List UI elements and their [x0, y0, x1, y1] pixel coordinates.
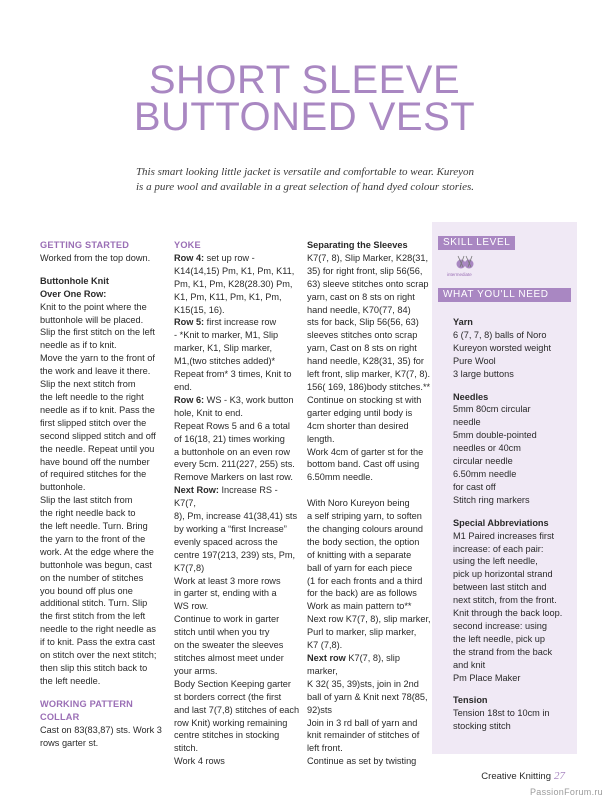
- buttonhole-subheading: Over One Row:: [40, 288, 107, 299]
- title-line-1: SHORT SLEEVE: [148, 58, 461, 102]
- text-line: the left needle to the right: [40, 391, 144, 402]
- text-line: the first stitch from the left: [40, 611, 146, 622]
- text-line: needles or 40cm: [453, 443, 521, 454]
- row6-first: WS - K3, work button: [204, 394, 294, 405]
- text-line: centre stitches in stocking: [174, 730, 280, 741]
- column-yoke: [174, 239, 302, 768]
- text-line: needle to the right needle as: [40, 624, 156, 635]
- text-line: your arms.: [174, 665, 218, 676]
- skill-caption: intermediate: [447, 272, 472, 277]
- text-line: ball of yarn & Knit next 78(85,: [307, 691, 428, 702]
- text-line: have bound off the number: [40, 456, 150, 467]
- getting-started-text: Worked from the top down.: [40, 252, 151, 263]
- yarn-details: [453, 329, 573, 381]
- next-row-instructions: [307, 678, 432, 768]
- text-line: the changing colours around: [307, 523, 423, 534]
- text-line: Work 4cm of garter st for the: [307, 446, 424, 457]
- text-line: needle: [453, 417, 481, 428]
- text-line: needle as if to knit. Pass the: [40, 404, 155, 415]
- intro-line: This smart looking little jacket is versatile and comfortable to wear. Kureyon: [135, 166, 475, 178]
- next-row-line: [174, 484, 302, 510]
- text-line: if to knit. Pass the extra cast: [40, 637, 155, 648]
- text-line: the yarn to the front of the: [40, 533, 146, 544]
- text-line: row Knit) working remaining: [174, 717, 288, 728]
- text-line: K7 (7,8).: [307, 640, 343, 651]
- text-line: on the number of stitches: [40, 572, 144, 583]
- text-line: K 32( 35, 39)sts, join in 2nd: [307, 678, 419, 689]
- text-line: Work at least 3 more rows: [174, 575, 281, 586]
- text-line: - *Knit to marker, M1, Slip: [174, 330, 279, 341]
- row5-line: [174, 316, 302, 329]
- text-line: Tension 18st to 10cm in: [453, 708, 550, 719]
- next-row-first: Increase RS - K7(7,: [174, 485, 278, 509]
- text-line: 6.50mm needle.: [307, 472, 373, 483]
- working-pattern-heading: WORKING PATTERN: [40, 698, 133, 709]
- yarn-heading: Yarn: [453, 317, 473, 327]
- yarn-skill-icon: [455, 255, 475, 269]
- text-line: for the back) are as follows: [307, 588, 417, 599]
- text-line: a buttonhole on an even row: [174, 446, 290, 457]
- text-line: Slip the first stitch on the left: [40, 327, 155, 338]
- text-line: the left needle.: [40, 675, 101, 686]
- abbreviations-heading: Special Abbreviations: [453, 517, 549, 528]
- text-line: 35) for right front, slip 56(56,: [307, 265, 423, 276]
- text-line: sts for back, Slip 56(56, 63): [307, 317, 419, 328]
- text-line: ball of yarn for each piece: [307, 562, 413, 573]
- next-row-line: [307, 652, 432, 678]
- text-line: Cast on 83(83,87) sts. Work 3: [40, 724, 162, 735]
- text-line: 6.50mm needle: [453, 468, 517, 479]
- text-line: 63) sleeve stitches onto scrap: [307, 278, 429, 289]
- row6-line: [174, 394, 302, 407]
- text-line: garter edging until body is: [307, 407, 413, 418]
- text-line: Body Section Keeping garter: [174, 678, 291, 689]
- text-line: centre 197(213, 239) sts, Pm,: [174, 549, 296, 560]
- text-line: using the left needle,: [453, 556, 538, 567]
- text-line: circular needle: [453, 456, 513, 467]
- text-line: marker, K1, Slip marker,: [174, 343, 273, 354]
- text-line: then slip this stitch back to: [40, 663, 148, 673]
- text-line: 156( 169, 186)body stitches.**: [307, 381, 431, 392]
- text-line: increase: of each pair:: [453, 543, 544, 554]
- text-line: bottom band. Cast off using: [307, 459, 420, 470]
- row6-instructions: [174, 407, 302, 484]
- text-line: M1 Paired increases first: [453, 530, 555, 541]
- tension-heading: Tension: [453, 695, 488, 706]
- text-line: on stitch over the next stitch;: [40, 650, 157, 661]
- abbreviations-details: [453, 530, 573, 685]
- text-line: next stitch, from the front.: [453, 595, 557, 606]
- text-line: first slipped stitch over the: [40, 417, 147, 428]
- text-line: buttonhole was begun, cast: [40, 559, 152, 570]
- skill-level-header: SKILL LEVEL: [438, 236, 515, 250]
- text-line: Stitch ring markers: [453, 494, 530, 505]
- next-row-label: Next Row:: [174, 485, 219, 496]
- materials-list: [453, 316, 573, 733]
- text-line: every 5cm. 211(227, 255) sts.: [174, 459, 295, 470]
- title-line-2: BUTTONED VEST: [133, 95, 476, 139]
- text-line: buttonhole.: [40, 482, 86, 493]
- text-line: Knit to the point where the: [40, 301, 147, 312]
- text-line: knit remainder of stitches of: [307, 730, 420, 741]
- next-row-first: K7(7, 8), slip marker,: [307, 652, 400, 676]
- text-line: yarn, cast on 8 sts on right: [307, 291, 415, 302]
- text-line: evenly spaced across the: [174, 536, 278, 547]
- text-line: Remove Markers on last row.: [174, 472, 293, 483]
- text-line: the right needle back to: [40, 508, 136, 519]
- text-line: 4cm shorter than desired: [307, 420, 409, 431]
- text-line: Slip the next stitch from: [40, 379, 136, 390]
- next-row-label: Next row: [307, 652, 346, 663]
- tension-details: [453, 707, 573, 733]
- text-line: of 16(18, 21) times working: [174, 433, 285, 444]
- text-line: of required stitches for the: [40, 469, 147, 480]
- text-line: on the sweater the sleeves: [174, 640, 284, 651]
- text-line: stitch until when you try: [174, 627, 270, 638]
- text-line: With Noro Kureyon being: [307, 498, 410, 509]
- row6-label: Row 6:: [174, 394, 205, 405]
- text-line: st borders correct (the first: [174, 691, 282, 702]
- intro-line: is a pure wool and available in a great selection of hand dyed colour stories.: [135, 181, 474, 193]
- buttonhole-heading: Buttonhole Knit: [40, 275, 109, 286]
- text-line: of knitting with a separate: [307, 549, 412, 560]
- next-row-instructions: [174, 510, 302, 768]
- text-line: second slipped stitch and off: [40, 430, 156, 441]
- text-line: pick up horizontal strand: [453, 569, 553, 580]
- text-line: Repeat from* 3 times, Knit to: [174, 369, 292, 380]
- text-line: needle as if to knit.: [40, 340, 117, 351]
- column-getting-started: [40, 239, 164, 749]
- text-line: Pm Place Maker: [453, 672, 521, 683]
- text-line: second increase: using: [453, 620, 547, 631]
- text-line: buttonhole will be placed.: [40, 314, 144, 325]
- text-line: and last 7(7,8) stitches of each: [174, 704, 300, 715]
- text-line: the left needle, pick up: [453, 633, 545, 644]
- noro-option-instructions: [307, 497, 432, 652]
- yoke-heading: YOKE: [174, 240, 201, 250]
- text-line: sleeves stitches onto scrap: [307, 330, 418, 341]
- text-line: the body section, the option: [307, 536, 420, 547]
- text-line: M1,(two stitches added)*: [174, 356, 276, 367]
- row5-instructions: [174, 329, 302, 394]
- text-line: Move the yarn to the front of: [40, 353, 155, 364]
- text-line: the strand from the back: [453, 646, 553, 657]
- text-line: Pure Wool: [453, 355, 496, 366]
- magazine-name: Creative Knitting: [481, 771, 551, 782]
- text-line: Kureyon worsted weight: [453, 342, 552, 353]
- text-line: between last stitch and: [453, 582, 547, 593]
- getting-started-heading: GETTING STARTED: [40, 240, 130, 250]
- text-line: a self striping yarn, to soften: [307, 511, 422, 522]
- text-line: left front, slip marker, K7(7, 8).: [307, 369, 431, 380]
- text-line: hole, Knit to end.: [174, 407, 243, 418]
- text-line: WS row.: [174, 601, 209, 612]
- collar-heading: COLLAR: [40, 711, 80, 722]
- page-number: 27: [554, 770, 565, 782]
- text-line: Continue on stocking st with: [307, 394, 422, 405]
- text-line: and knit: [453, 659, 486, 670]
- row5-label: Row 5:: [174, 317, 205, 328]
- column-separating-sleeves: [307, 239, 432, 768]
- text-line: K7(7, 8), Slip Marker, K28(31,: [307, 252, 429, 263]
- separating-sleeves-heading: Separating the Sleeves: [307, 240, 408, 250]
- page-title: [0, 58, 609, 139]
- text-line: stitches almost meet under: [174, 653, 284, 663]
- text-line: hand needle, K28(31, 35) for: [307, 356, 424, 367]
- text-line: the needle. Repeat until you: [40, 443, 155, 454]
- separating-instructions: [307, 252, 432, 484]
- what-you-need-header: WHAT YOU'LL NEED: [438, 288, 571, 302]
- text-line: K14(14,15) Pm, K1, Pm, K11,: [174, 265, 295, 276]
- text-line: additional stitch. Turn. Slip: [40, 598, 148, 609]
- text-line: rows garter st.: [40, 737, 99, 748]
- text-line: yarn, Cast on 8 sts on right: [307, 343, 417, 354]
- buttonhole-instructions: [40, 301, 164, 688]
- text-line: hand needle, K70(77, 84): [307, 304, 411, 315]
- text-line: 92)sts: [307, 704, 333, 715]
- text-line: in garter st, ending with a: [174, 588, 277, 599]
- page-footer: [481, 770, 565, 782]
- intro-text: [70, 165, 540, 195]
- row4-instructions: [174, 265, 302, 317]
- text-line: Slip the last stitch from: [40, 495, 133, 506]
- text-line: Purl to marker, slip marker,: [307, 627, 417, 638]
- text-line: for cast off: [453, 481, 496, 492]
- text-line: K15(15, 16).: [174, 304, 225, 315]
- text-line: Work as main pattern to**: [307, 601, 412, 612]
- text-line: (1 for each fronts and a third: [307, 575, 423, 586]
- text-line: 5mm 80cm circular: [453, 404, 531, 415]
- text-line: you bound off plus one: [40, 585, 133, 596]
- text-line: Continue to work in garter: [174, 614, 280, 625]
- row5-first: first increase row: [204, 317, 277, 328]
- text-line: length.: [307, 433, 335, 444]
- text-line: left front.: [307, 743, 343, 754]
- text-line: 6 (7, 7, 8) balls of Noro: [453, 329, 547, 340]
- text-line: by working a “first Increase”: [174, 523, 287, 534]
- text-line: work. At the edge where the: [40, 546, 154, 557]
- text-line: Continue as set by twisting: [307, 756, 417, 767]
- text-line: 8), Pm, increase 41(38,41) sts: [174, 511, 298, 522]
- text-line: end.: [174, 381, 192, 392]
- text-line: Repeat Rows 5 and 6 a total: [174, 420, 290, 431]
- collar-instructions: [40, 724, 164, 750]
- watermark: PassionForum.ru: [529, 787, 603, 797]
- text-line: Knit through the back loop.: [453, 608, 563, 619]
- text-line: Work 4 rows: [174, 756, 225, 767]
- text-line: Pm, K1, Pm, K28(28.30) Pm,: [174, 278, 293, 289]
- text-line: stocking stitch: [453, 721, 511, 732]
- text-line: Join in 3 rd ball of yarn and: [307, 717, 418, 728]
- row4-first: set up row -: [204, 252, 255, 263]
- row4-label: Row 4:: [174, 252, 205, 263]
- text-line: K1, Pm, K11, Pm, K1, Pm,: [174, 291, 282, 302]
- needles-heading: Needles: [453, 391, 489, 402]
- text-line: Next row K7(7, 8), slip marker,: [307, 614, 431, 625]
- text-line: stitch.: [174, 743, 198, 754]
- text-line: K7(7,8): [174, 562, 205, 573]
- text-line: the left needle. Turn. Bring: [40, 521, 148, 532]
- needles-details: [453, 403, 573, 506]
- text-line: the work and leave it there.: [40, 366, 151, 377]
- text-line: 5mm double-pointed: [453, 430, 537, 441]
- text-line: 3 large buttons: [453, 368, 514, 379]
- row4-line: [174, 252, 302, 265]
